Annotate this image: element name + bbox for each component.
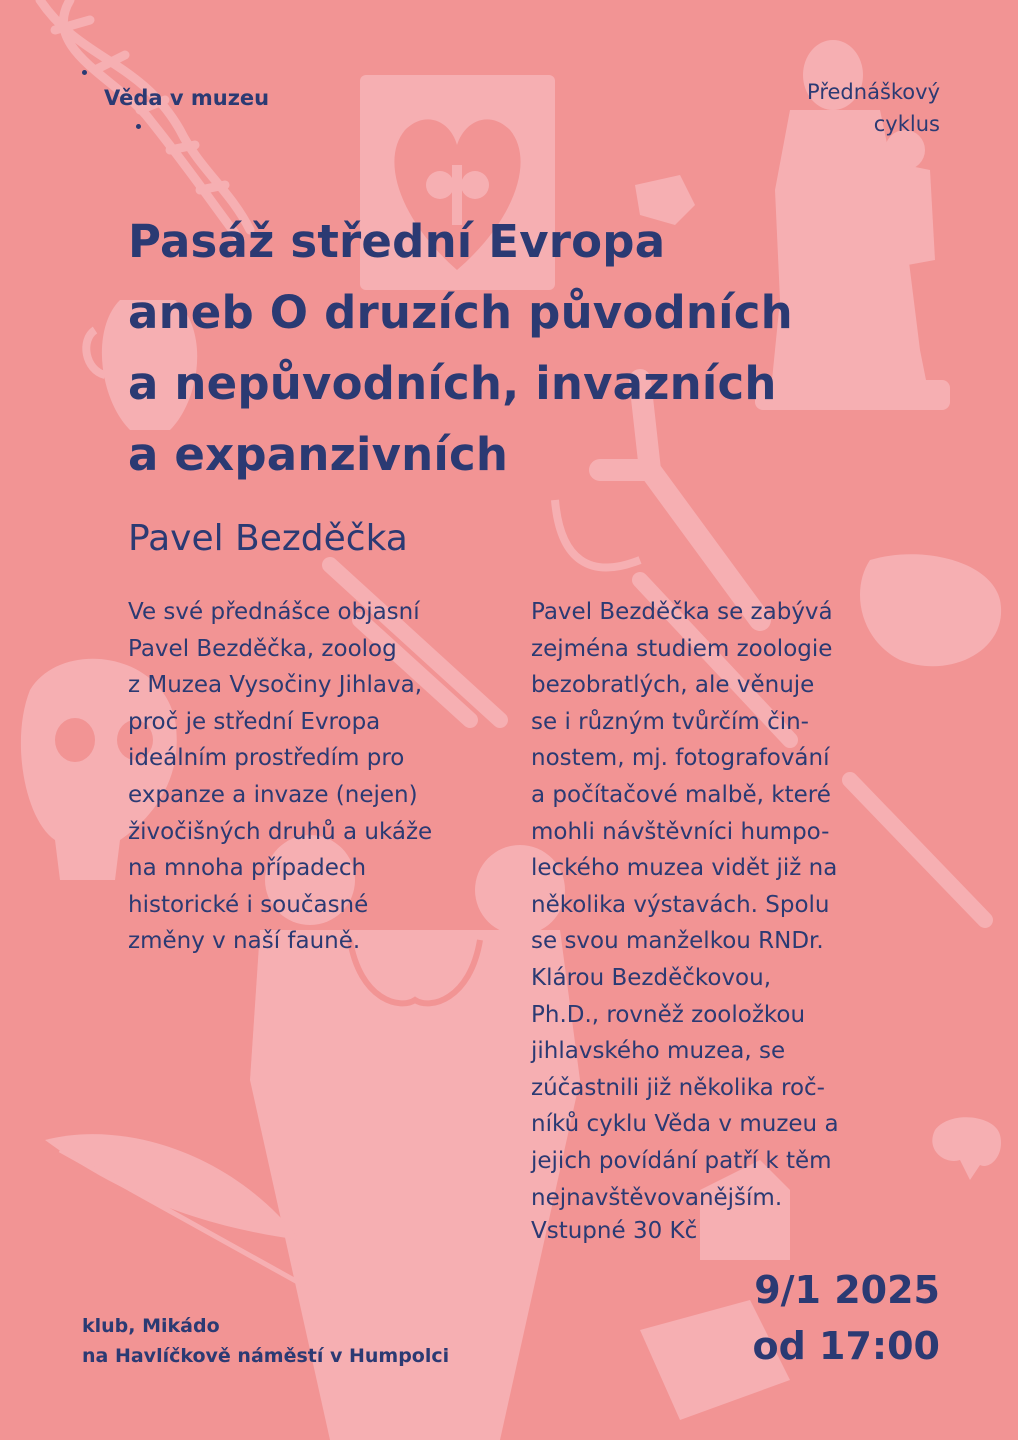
title-line: Pasáž střední Evropa	[128, 215, 666, 268]
bio-line: jejich povídání patří k těm	[531, 1147, 832, 1174]
event-time: od 17:00	[752, 1324, 940, 1368]
lecture-title	[128, 206, 948, 490]
brand-dot-top	[82, 70, 87, 75]
series-label	[740, 76, 940, 140]
event-date: 9/1 2025	[754, 1268, 940, 1312]
series-line-1: Přednáškový	[807, 80, 940, 104]
abstract-line: ideálním prostředím pro	[128, 745, 405, 772]
title-line: aneb O druzích původních	[128, 286, 793, 339]
series-line-2: cyklus	[873, 112, 940, 136]
bio-line: mohli návštěvníci humpo-	[531, 818, 830, 845]
bio-line: nostem, mj. fotografování	[531, 745, 830, 772]
abstract-line: proč je střední Evropa	[128, 708, 381, 735]
venue-address	[82, 1311, 449, 1371]
event-datetime	[753, 1262, 941, 1374]
tooth-icon	[932, 1117, 1001, 1180]
bio-line: Ph.D., rovněž zooložkou	[531, 1001, 806, 1028]
abstract-line: Pavel Bezděčka, zoolog	[128, 635, 397, 662]
bio-line: níků cyklu Věda v muzeu a	[531, 1111, 839, 1138]
title-line: a nepůvodních, invazních	[128, 357, 777, 410]
venue-line-2: na Havlíčkově náměstí v Humpolci	[82, 1345, 450, 1367]
bio-line: a počítačové malbě, které	[531, 781, 831, 808]
bio-line: Pavel Bezděčka se zabývá	[531, 599, 833, 625]
bio-text	[531, 594, 931, 1216]
abstract-line: změny v naší fauně.	[128, 928, 361, 955]
abstract-line: živočišných druhů a ukáže	[128, 818, 433, 845]
bio-line: se i různým tvůrčím čin-	[531, 708, 809, 735]
dna-helix-icon	[40, 0, 250, 240]
speaker-name: Pavel Bezděčka	[128, 518, 408, 559]
bio-line: leckého muzea vidět již na	[531, 855, 838, 882]
bio-line: bezobratlých, ale věnuje	[531, 672, 815, 699]
abstract-line: Ve své přednášce objasní	[128, 599, 420, 625]
abstract-line: na mnoha případech	[128, 855, 367, 882]
title-line: a expanzivních	[128, 428, 509, 481]
bio-line: se svou manželkou RNDr.	[531, 928, 824, 955]
abstract-text	[128, 594, 508, 960]
bio-line: nejnavštěvovanějším.	[531, 1184, 783, 1211]
entry-fee: Vstupné 30 Kč	[531, 1218, 698, 1244]
brand-dot-bottom	[136, 124, 141, 129]
bio-line: Klárou Bezděčkovou,	[531, 964, 772, 991]
abstract-line: expanze a invaze (nejen)	[128, 781, 418, 808]
bio-line: zúčastnili již několika roč-	[531, 1074, 825, 1101]
brand-name: Věda v muzeu	[104, 86, 270, 110]
bio-line: několika výstavách. Spolu	[531, 891, 830, 918]
abstract-line: z Muzea Vysočiny Jihlava,	[128, 672, 423, 699]
abstract-line: historické i současné	[128, 891, 369, 918]
venue-line-1: klub, Mikádo	[82, 1315, 220, 1337]
bio-line: zejména studiem zoologie	[531, 635, 833, 662]
bio-line: jihlavského muzea, se	[531, 1038, 786, 1065]
